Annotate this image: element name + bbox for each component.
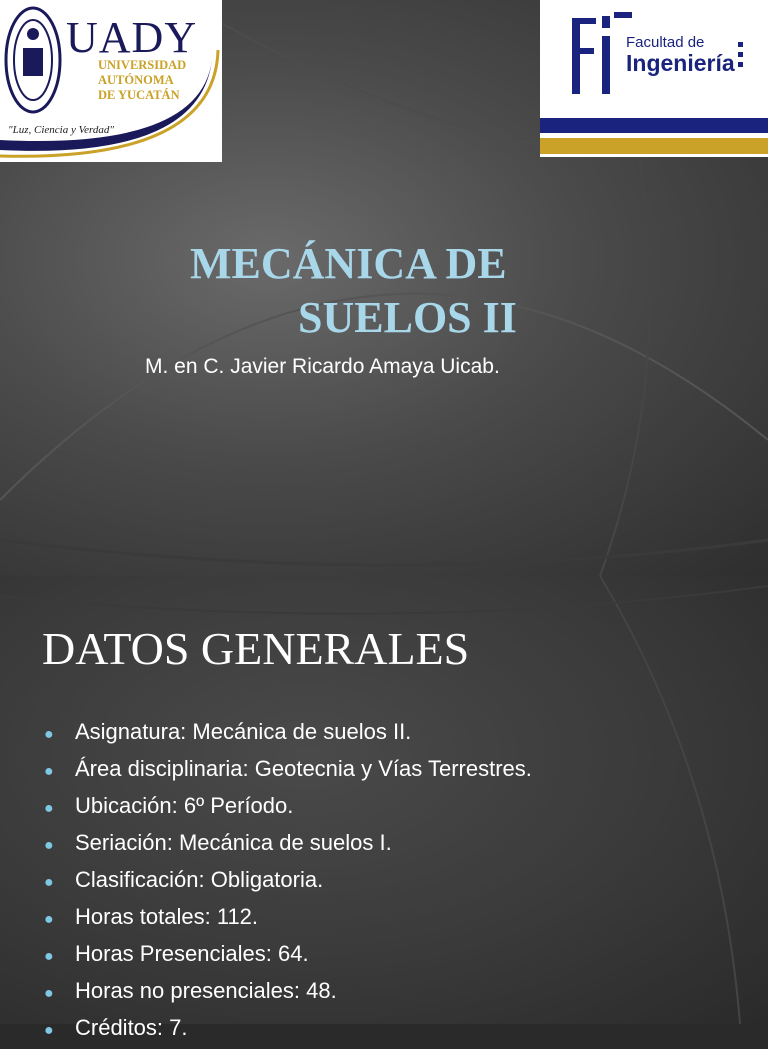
bullet-list (44, 716, 532, 1049)
bullet-dot-icon: ● (44, 911, 54, 928)
list-item: ● Créditos: 7. (44, 1012, 532, 1049)
slide-heading: DATOS GENERALES (42, 623, 470, 674)
list-item: ● Horas totales: 112. (44, 901, 532, 938)
list-item: ● Área disciplinaria: Geotecnia y Vías Terrestres. (44, 753, 532, 790)
bullet-dot-icon: ● (44, 1022, 54, 1039)
uady-line-3: DE YUCATÁN (98, 88, 180, 102)
bullet-dot-icon: ● (44, 800, 54, 817)
fi-line-1: Facultad de (626, 34, 705, 51)
list-item: ● Seriación: Mecánica de suelos I. (44, 827, 532, 864)
uady-name: UADY (66, 13, 198, 62)
bullet-dot-icon: ● (44, 874, 54, 891)
bullet-dot-icon: ● (44, 837, 54, 854)
bullet-dot-icon: ● (44, 985, 54, 1002)
fi-dots-icon (736, 40, 748, 70)
list-item: ● Horas Presenciales: 64. (44, 938, 532, 975)
title-line-2: SUELOS II (298, 293, 517, 342)
uady-motto: "Luz, Ciencia y Verdad" (8, 124, 114, 136)
author: M. en C. Javier Ricardo Amaya Uicab. (145, 355, 500, 378)
list-item: ● Clasificación: Obligatoria. (44, 864, 532, 901)
bullet-dot-icon: ● (44, 763, 54, 780)
title-line-1: MECÁNICA DE (190, 239, 507, 288)
uady-logo (0, 0, 222, 162)
list-item: ● Horas no presenciales: 48. (44, 975, 532, 1012)
fi-blue-band (540, 118, 768, 133)
bullet-dot-icon: ● (44, 726, 54, 743)
fi-line-2: Ingeniería (626, 50, 735, 76)
list-item: ● Asignatura: Mecánica de suelos II. (44, 716, 532, 753)
list-item: ● Ubicación: 6º Período. (44, 790, 532, 827)
bullet-dot-icon: ● (44, 948, 54, 965)
uady-line-1: UNIVERSIDAD (98, 58, 187, 72)
uady-line-2: AUTÓNOMA (98, 73, 174, 87)
fi-logo (540, 0, 768, 157)
fi-gold-band (540, 138, 768, 154)
